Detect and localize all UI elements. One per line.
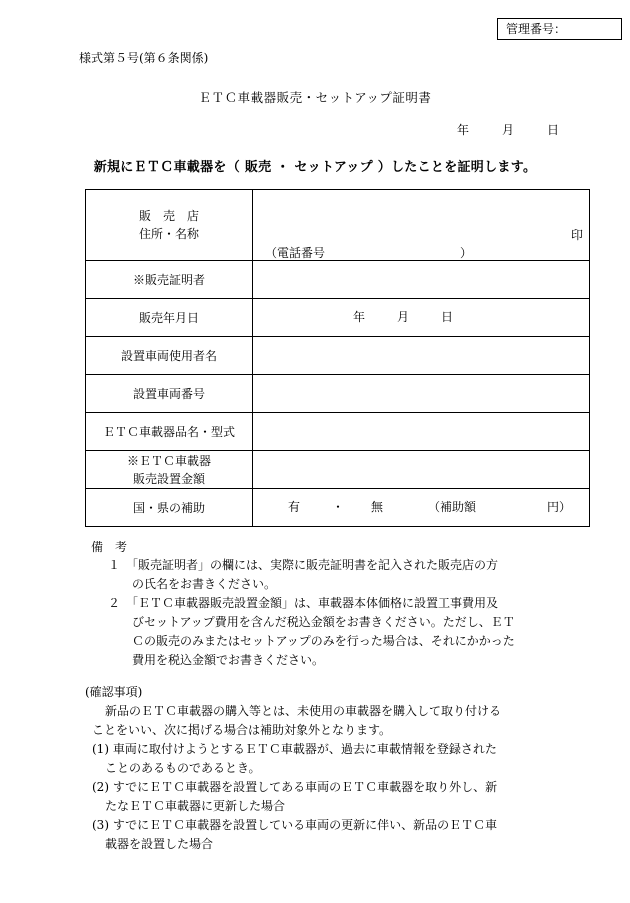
sale-date-year: 年 xyxy=(353,310,366,324)
table-row-seller xyxy=(86,261,590,299)
notes-heading: 備 考 xyxy=(91,540,128,554)
management-number-box xyxy=(497,18,622,40)
vehicle-user-field[interactable] xyxy=(253,337,590,375)
sale-date-month: 月 xyxy=(397,310,410,324)
confirmation-heading: (確認事項) xyxy=(85,685,143,699)
shop-label-line2: 住所・名称 xyxy=(138,227,199,241)
confirmation-intro-line2: ことをいい、次に掲げる場合は補助対象外となります。 xyxy=(92,723,392,737)
device-model-label: ＥＴＣ車載器品名・型式 xyxy=(86,413,253,451)
document-title: ＥＴＣ車載器販売・セットアップ証明書 xyxy=(198,90,432,105)
confirmation-item2-line2: たなＥＴＣ車載器に更新した場合 xyxy=(105,799,286,813)
table-row-amount xyxy=(86,451,590,489)
note-2-line2: びセットアップ費用を含んだ税込金額をお書きください。ただし、ＥＴ xyxy=(132,615,515,629)
amount-field[interactable] xyxy=(253,451,590,489)
subsidy-field[interactable] xyxy=(253,489,590,527)
subsidy-no-option[interactable]: 無 xyxy=(371,500,384,514)
certificate-table xyxy=(85,189,590,527)
note-2-line1: ２ 「ＥＴＣ車載器販売設置金額」は、車載器本体価格に設置工事費用及 xyxy=(108,596,499,610)
form-number: 様式第５号(第６条関係) xyxy=(79,51,209,65)
note-2-line3: Ｃの販売のみまたはセットアップのみを行った場合は、それにかかった xyxy=(132,634,515,648)
sale-date-field[interactable] xyxy=(253,299,590,337)
amount-label-line2: 販売設置金額 xyxy=(132,471,205,486)
confirmation-item1-line2: ことのあるものであるとき。 xyxy=(105,761,261,775)
subsidy-separator: ・ xyxy=(332,500,345,514)
confirmation-item2-line1: (2) すでにＥＴＣ車載器を設置してある車両のＥＴＣ車載器を取り外し、新 xyxy=(92,780,498,794)
sale-date-label: 販売年月日 xyxy=(86,299,253,337)
vehicle-user-label: 設置車両使用者名 xyxy=(86,337,253,375)
certify-statement: 新規にＥＴＣ車載器を（ 販売 ・ セットアップ ）したことを証明します。 xyxy=(93,160,537,175)
seller-certifier-field[interactable] xyxy=(253,261,590,299)
vehicle-number-field[interactable] xyxy=(253,375,590,413)
amount-label-cell xyxy=(86,451,253,489)
table-row-device-model xyxy=(86,413,590,451)
table-row-shop xyxy=(86,190,590,261)
confirmation-intro-line1: 新品のＥＴＣ車載器の購入等とは、未使用の車載器を購入して取り付ける xyxy=(105,704,502,718)
table-row-sale-date xyxy=(86,299,590,337)
stamp-mark: 印 xyxy=(570,228,583,242)
shop-label-cell xyxy=(86,190,253,261)
management-number-label: 管理番号： xyxy=(506,22,567,36)
subsidy-amount-label: （補助額 xyxy=(428,500,477,514)
issue-date xyxy=(457,121,559,138)
table-row-vehicle-user xyxy=(86,337,590,375)
shop-label-line1: 販 売 店 xyxy=(138,209,199,223)
device-model-field[interactable] xyxy=(253,413,590,451)
issue-date-month: 月 xyxy=(502,123,515,137)
subsidy-amount-unit: 円） xyxy=(546,500,571,514)
subsidy-yes-option[interactable]: 有 xyxy=(288,500,301,514)
issue-date-day: 日 xyxy=(547,123,560,137)
phone-close: ） xyxy=(460,246,473,260)
confirmation-item3-line1: (3) すでにＥＴＣ車載器を設置している車両の更新に伴い、新品のＥＴＣ車 xyxy=(92,818,498,832)
seller-certifier-label: ※販売証明者 xyxy=(86,261,253,299)
note-1-line2: の氏名をお書きください。 xyxy=(132,577,277,591)
confirmation-item1-line1: (1) 車両に取付けようとするＥＴＣ車載器が、過去に車載情報を登録された xyxy=(92,742,497,756)
amount-label-line1: ※ＥＴＣ車載器 xyxy=(126,453,211,468)
sale-date-day: 日 xyxy=(441,310,454,324)
table-row-subsidy xyxy=(86,489,590,527)
shop-value-cell[interactable] xyxy=(253,190,590,261)
confirmation-item3-line2: 載器を設置した場合 xyxy=(105,837,214,851)
phone-label: （電話番号 xyxy=(265,246,326,260)
subsidy-label: 国・県の補助 xyxy=(86,489,253,527)
note-2-line4: 費用を税込金額でお書きください。 xyxy=(132,653,325,667)
issue-date-year: 年 xyxy=(457,123,470,137)
table-row-vehicle-number xyxy=(86,375,590,413)
vehicle-number-label: 設置車両番号 xyxy=(86,375,253,413)
note-1-line1: １ 「販売証明者」の欄には、実際に販売証明書を記入された販売店の方 xyxy=(108,558,499,572)
